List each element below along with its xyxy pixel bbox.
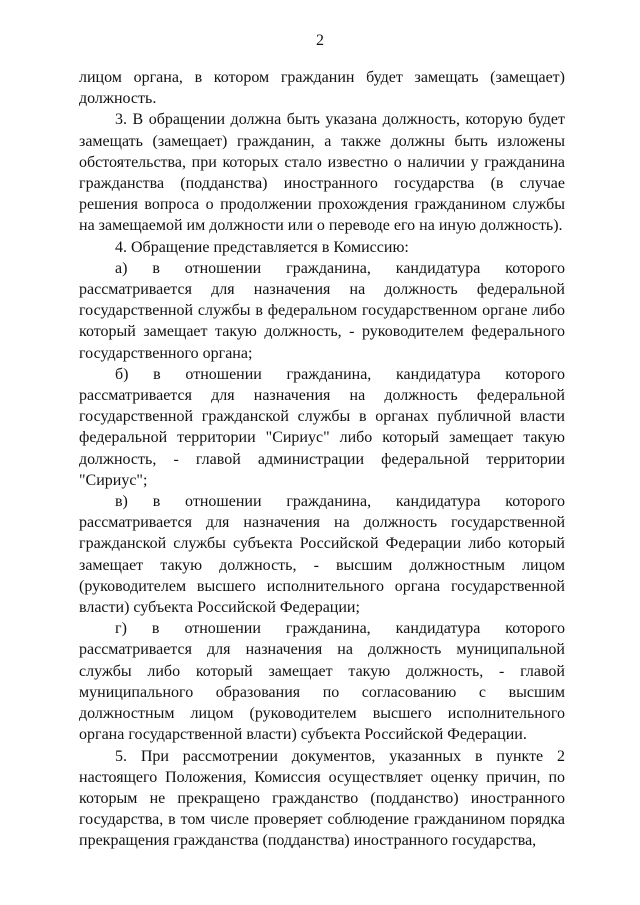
subparagraph-g: г) в отношении гражданина, кандидатура которого рассматривается для назначения на должность муниципальной службы либо который замещает такую должность, - главой муниципального образования по согласованию с высшим должностным лицом (руководителем высшего исполнительного органа государственной власти) субъекта Российской Федерации. — [79, 620, 565, 744]
subparagraph-b: б) в отношении гражданина, кандидатура которого рассматривается для назначения на должность федеральной государственной гражданской службы в органах публичной власти федеральной территории "Сириус" либо который замещает такую должность, - главой администрации федеральной территории "Сириус"; — [79, 365, 565, 489]
page-number: 2 — [316, 32, 324, 49]
subparagraph-v: в) в отношении гражданина, кандидатура которого рассматривается для назначения на должность государственной гражданской службы субъекта Российской Федерации либо который замещает такую должность, - высшим должностным лицом (руководителем высшего исполнительного органа государственной власти) субъекта Российской Федерации; — [79, 493, 565, 617]
paragraph-continuation: лицом органа, в котором гражданин будет замещать (замещает) должность. — [79, 69, 565, 108]
document-body — [79, 67, 565, 852]
paragraph-item-5: 5. При рассмотрении документов, указанных в пункте 2 настоящего Положения, Комиссия осуществляет оценку причин, по которым не прекращено гражданство (подданство) иностранного государства, в том числе проверяет соблюдение гражданином порядка прекращения гражданства (подданства) иностранного государства, — [79, 747, 565, 850]
subparagraph-a: а) в отношении гражданина, кандидатура которого рассматривается для назначения на должность федеральной государственной службы в федеральном государственном органе либо который замещает такую должность, - руководителем федерального государственного органа; — [79, 259, 565, 362]
paragraph-item-3: 3. В обращении должна быть указана должность, которую будет замещать (замещает) гражданин, а также должны быть изложены обстоятельства, при которых стало известно о наличии у гражданина гражданства (подданства) иностранного государства (в случае решения вопроса о продолжении прохождения гражданином службы на замещаемой им должности или о переводе его на иную должность). — [79, 111, 565, 235]
paragraph-item-4: 4. Обращение представляется в Комиссию: — [115, 238, 409, 256]
